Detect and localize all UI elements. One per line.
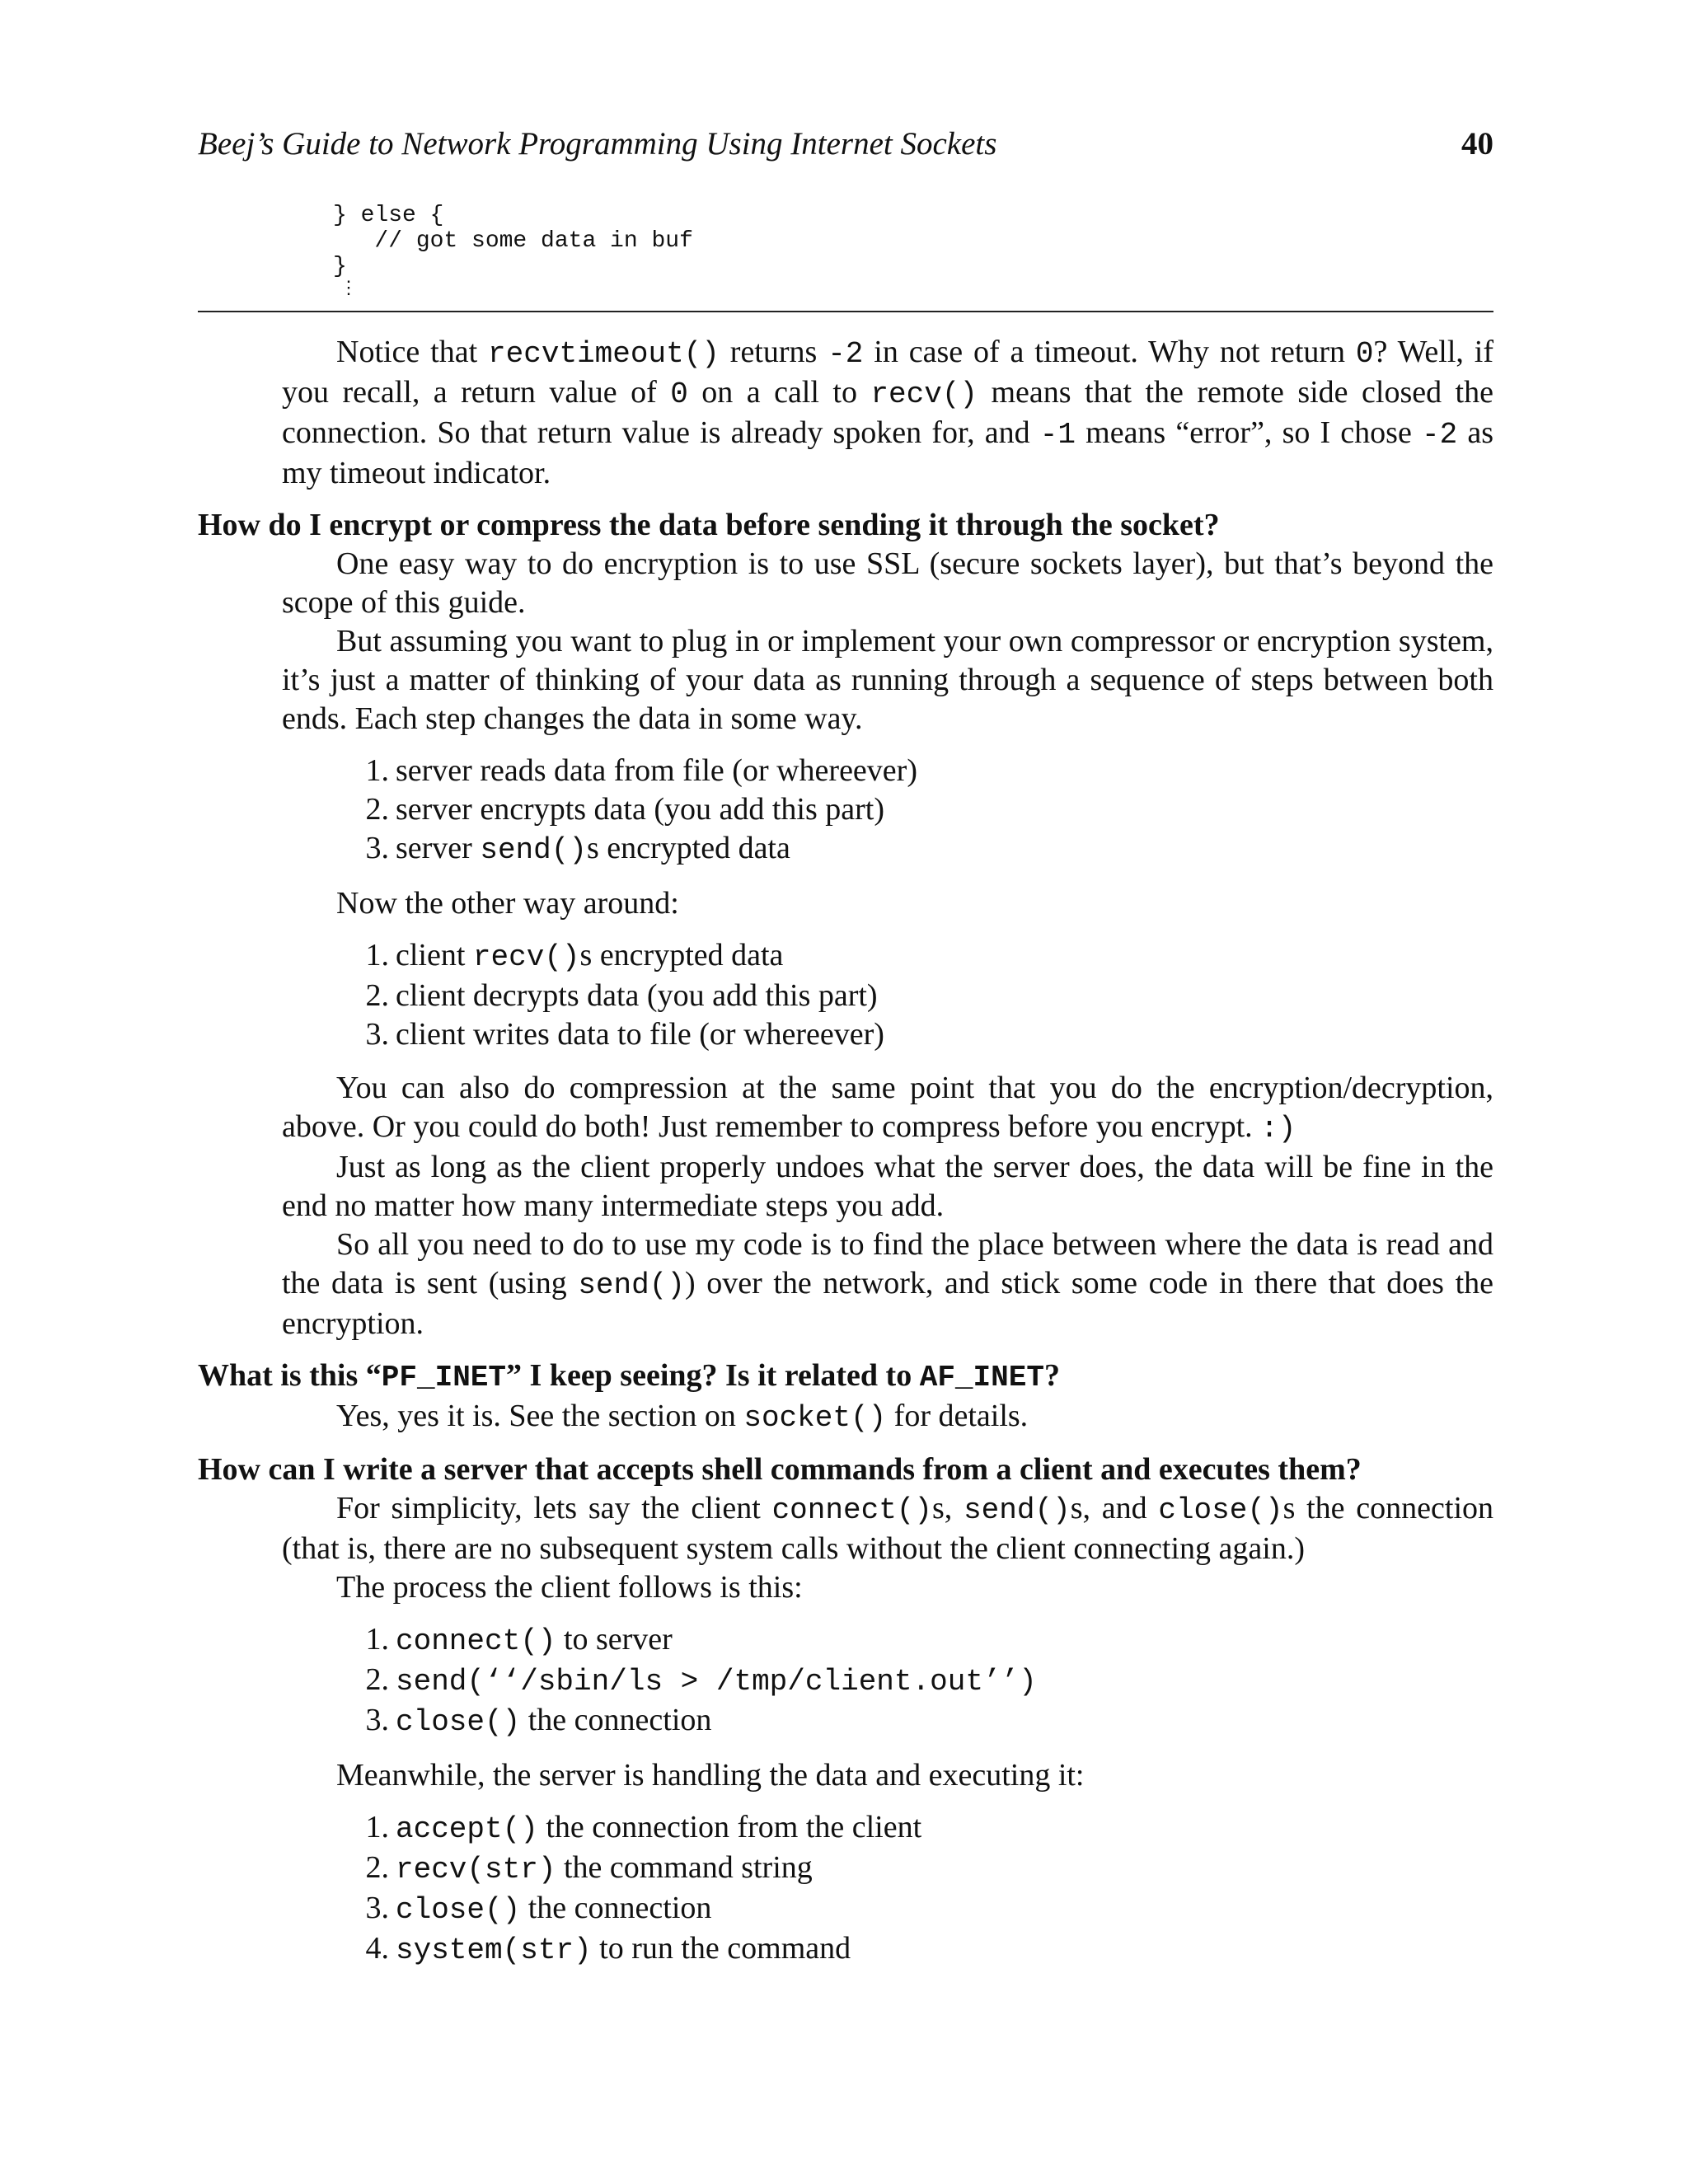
paragraph: Now the other way around: bbox=[336, 886, 679, 921]
list-item: 4. system(str) to run the command bbox=[365, 1931, 851, 1967]
client-steps-list bbox=[198, 936, 1493, 1054]
page-header bbox=[198, 125, 1493, 175]
paragraph: Meanwhile, the server is handling the data and executing it: bbox=[336, 1758, 1085, 1793]
list-item: 3. close() the connection bbox=[365, 1703, 712, 1739]
list-item: 1. connect() to server bbox=[365, 1622, 673, 1658]
list-item: 3. close() the connection bbox=[365, 1891, 712, 1927]
list-item: 2. server encrypts data (you add this part) bbox=[365, 792, 885, 827]
paragraph: The process the client follows is this: bbox=[336, 1570, 803, 1605]
running-title: Beej’s Guide to Network Programming Using Internet Sockets bbox=[198, 126, 997, 162]
list-item: 1. server reads data from file (or whereever) bbox=[365, 753, 917, 788]
server-steps-list bbox=[198, 752, 1493, 869]
list-item: 3. client writes data to file (or whereever) bbox=[365, 1017, 884, 1052]
paragraph: One easy way to do encryption is to use SSL (secure sockets layer), but that’s beyond the scope of this guide. bbox=[282, 546, 1493, 620]
timeout-paragraph: Notice that recvtimeout() returns -2 in case of a timeout. Why not return 0? Well, if you recall, a return value of 0 on a call to recv() means that the remote side closed the connection. So that return value is already spoken for, and -1 means “error”, so I chose -2 as my timeout indicator. bbox=[282, 335, 1494, 490]
question-heading-pf-inet: What is this “PF_INET” I keep seeing? Is it related to AF_INET? bbox=[198, 1358, 1060, 1394]
list-item: 2. recv(str) the command string bbox=[365, 1850, 813, 1886]
code-line: } bbox=[333, 254, 347, 279]
paragraph: Just as long as the client properly undoes what the server does, the data will be fine in the end no matter how many intermediate steps you add. bbox=[282, 1150, 1493, 1223]
paragraph: For simplicity, lets say the client connect()s, send()s, and close()s the connection (that is, there are no subsequent system calls without the client connecting again.) bbox=[282, 1491, 1494, 1566]
code-listing-tail bbox=[333, 203, 693, 279]
list-item: 1. accept() the connection from the client bbox=[365, 1810, 922, 1846]
paragraph: Yes, yes it is. See the section on socket() for details. bbox=[336, 1399, 1029, 1435]
code-line: } else { bbox=[333, 203, 444, 228]
paragraph: You can also do compression at the same point that you do the encryption/decryption, above. Or you could do both! Just remember to compress before you encrypt. :) bbox=[282, 1071, 1493, 1146]
list-item: 2. send(‘‘/sbin/ls > /tmp/client.out’’) bbox=[365, 1662, 1037, 1699]
horizontal-rule bbox=[198, 311, 1493, 312]
shell-server-steps-list bbox=[198, 1808, 1493, 1970]
list-item: 3. server send()s encrypted data bbox=[365, 831, 790, 867]
vertical-ellipsis-icon: ⋮ bbox=[340, 277, 358, 298]
code-line: // got some data in buf bbox=[333, 228, 693, 254]
question-heading-shell: How can I write a server that accepts shell commands from a client and executes them? bbox=[198, 1452, 1362, 1487]
list-item: 2. client decrypts data (you add this part) bbox=[365, 978, 878, 1013]
question-heading-encrypt: How do I encrypt or compress the data before sending it through the socket? bbox=[198, 508, 1220, 542]
paragraph: So all you need to do to use my code is to find the place between where the data is read and the data is sent (using send()) over the network, and stick some code in there that does the encryption. bbox=[282, 1227, 1493, 1341]
page-number: 40 bbox=[1461, 126, 1493, 162]
paragraph: But assuming you want to plug in or implement your own compressor or encryption system, it’s just a matter of thinking of your data as running through a sequence of steps between both ends. Each step changes the data in some way. bbox=[282, 624, 1493, 736]
list-item: 1. client recv()s encrypted data bbox=[365, 938, 784, 974]
shell-client-steps-list bbox=[198, 1620, 1493, 1741]
main-content bbox=[198, 333, 1493, 1985]
